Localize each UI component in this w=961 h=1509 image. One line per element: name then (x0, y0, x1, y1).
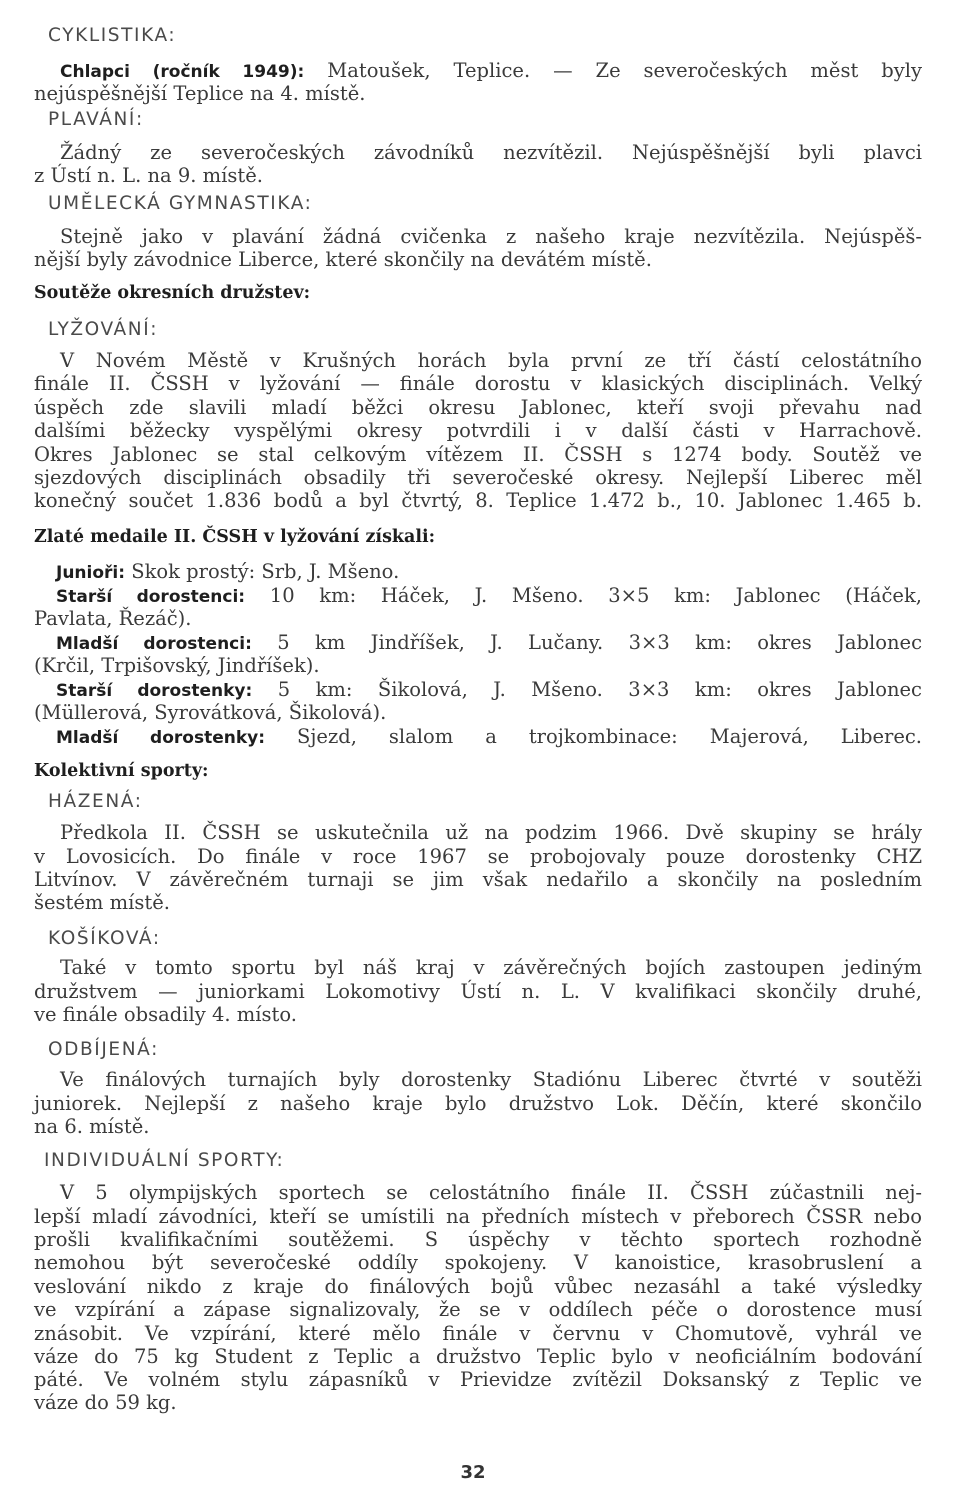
paragraph-line: lepší mladí závodníci, kteří se umístili na předních místech v přeborech ČSSR nebo (34, 1205, 922, 1228)
paragraph-line: V Novém Městě v Krušných horách byla první ze tří částí celostátního (60, 349, 922, 372)
paragraph-line: konečný součet 1.836 bodů a byl čtvrtý, 8. Teplice 1.472 b., 10. Jablonec 1.465 b. (34, 489, 922, 512)
paragraph-line: váze do 59 kg. (34, 1391, 177, 1414)
bold-label: Mladší dorostenky: (56, 728, 266, 748)
paragraph-line: sjezdových disciplinách obsadily tři severočeské okresy. Nejlepší Liberec měl (34, 466, 922, 489)
paragraph-line: z Ústí n. L. na 9. místě. (34, 164, 263, 187)
line-text: 5 km: Šikolová, J. Mšeno. 3×3 km: okres Jablonec (277, 678, 922, 701)
paragraph-line: prošli kvalifikačními soutěžemi. S úspěchy v těchto sportech rozhodně (34, 1228, 922, 1251)
paragraph-line: veslování nikdo z kraje do finálových bojů vůbec nezasáhl a také výsledky (34, 1275, 922, 1298)
medal-line (56, 560, 922, 583)
paragraph-line: Ve finálových turnajích byly dorostenky Stadiónu Liberec čtvrté v soutěži (60, 1068, 922, 1091)
paragraph-line: Litvínov. V závěrečném turnaji se jim však nedařilo a skončily na posledním (34, 868, 922, 891)
paragraph-line: družstvem — juniorkami Lokomotivy Ústí n. L. V kvalifikaci skončily druhé, (34, 980, 922, 1003)
heading-hazena: HÁZENÁ: (48, 791, 143, 812)
paragraph-line: finále II. ČSSH v lyžování — finále dorostu v klasických disciplinách. Velký (34, 372, 922, 395)
page-number: 32 (460, 1462, 486, 1483)
paragraph-line: Okres Jablonec se stal celkovým vítězem II. ČSSH s 1274 body. Soutěž ve (34, 443, 922, 466)
medal-line (56, 631, 922, 654)
paragraph-line: znásobit. Ve vzpírání, které mělo finále v červnu v Chomutově, vyhrál ve (34, 1322, 922, 1345)
paragraph-line: Předkola II. ČSSH se uskutečnila už na podzim 1966. Dvě skupiny se hrály (60, 821, 922, 844)
paragraph-line (60, 59, 922, 82)
medal-line: (Krčil, Trpišovský, Jindříšek). (34, 654, 320, 677)
paragraph-line: V 5 olympijských sportech se celostátního finále II. ČSSH zúčastnili nej- (60, 1181, 922, 1204)
medal-line (56, 725, 922, 748)
paragraph-line: ve vzpírání a zápase signalizovaly, že se v oddílech péče o dorostence musí (34, 1298, 922, 1321)
heading-kosikova: KOŠÍKOVÁ: (48, 928, 161, 949)
heading-odbijena: ODBÍJENÁ: (48, 1039, 159, 1060)
medal-line: Pavlata, Řezáč). (34, 607, 192, 630)
bold-label: Junioři: (56, 563, 126, 583)
heading-gymnastika: UMĚLECKÁ GYMNASTIKA: (48, 193, 313, 214)
bold-label: Starší dorostenky: (56, 681, 253, 701)
heading-lyzovani: LYŽOVÁNÍ: (48, 319, 159, 340)
paragraph-line: nejúspěšnější Teplice na 4. místě. (34, 82, 366, 105)
heading-cyklistika: CYKLISTIKA: (48, 25, 177, 46)
paragraph-line: úspěch zde slavili mladí běžci okresu Jablonec, kteří svoji převahu nad (34, 396, 922, 419)
paragraph-line: na 6. místě. (34, 1115, 150, 1138)
heading-plavani: PLAVÁNÍ: (48, 109, 144, 130)
line-text: Sjezd, slalom a trojkombinace: Majerová, Liberec. (297, 725, 922, 748)
paragraph-line: váze do 75 kg Student z Teplic a družstvo Teplic bylo v neoficiálním bodování (34, 1345, 922, 1368)
heading-kolektivni-sporty: Kolektivní sporty: (34, 761, 209, 781)
paragraph-line: nější byly závodnice Liberce, které skončily na devátém místě. (34, 248, 652, 271)
paragraph-line: Také v tomto sportu byl náš kraj v závěrečných bojích zastoupen jediným (60, 956, 922, 979)
bold-label: Mladší dorostenci: (56, 634, 252, 654)
bold-label: Starší dorostenci: (56, 587, 246, 607)
line-text: 10 km: Háček, J. Mšeno. 3×5 km: Jablonec (Háček, (269, 584, 922, 607)
paragraph-line: ve finále obsadily 4. místo. (34, 1003, 297, 1026)
heading-zlate-medaile: Zlaté medaile II. ČSSH v lyžování získali: (34, 527, 436, 547)
paragraph-line: juniorek. Nejlepší z našeho kraje bylo družstvo Lok. Děčín, které skončilo (34, 1092, 922, 1115)
line-text: 5 km Jindříšek, J. Lučany. 3×3 km: okres Jablonec (277, 631, 922, 654)
medal-line: (Müllerová, Syrovátková, Šikolová). (34, 701, 387, 724)
paragraph-line: Stejně jako v plavání žádná cvičenka z našeho kraje nezvítězila. Nejúspěš- (60, 225, 922, 248)
line-text: Matoušek, Teplice. — Ze severočeských měst byly (327, 59, 923, 82)
paragraph-line: dalšími běžecky vyspělými okresy potvrdili i v další části v Harrachově. (34, 419, 922, 442)
medal-line (56, 584, 922, 607)
line-text: Skok prostý: Srb, J. Mšeno. (131, 560, 400, 583)
bold-label: Chlapci (ročník 1949): (60, 62, 305, 82)
heading-okresni-druzstva: Soutěže okresních družstev: (34, 283, 311, 303)
paragraph-line: nemohou být severočeské oddíly spokojeny. V kanoistice, krasobruslení a (34, 1251, 922, 1274)
paragraph-line: páté. Ve volném stylu zápasníků v Prievidze zvítězil Doksanský z Teplic ve (34, 1368, 922, 1391)
medal-line (56, 678, 922, 701)
paragraph-line: v Lovosicích. Do finále v roce 1967 se probojovaly pouze dorostenky CHZ (34, 845, 922, 868)
heading-individualni-sporty: INDIVIDUÁLNÍ SPORTY: (44, 1150, 285, 1171)
paragraph-line: Žádný ze severočeských závodníků nezvítězil. Nejúspěšnější byli plavci (60, 141, 922, 164)
paragraph-line: šestém místě. (34, 891, 170, 914)
